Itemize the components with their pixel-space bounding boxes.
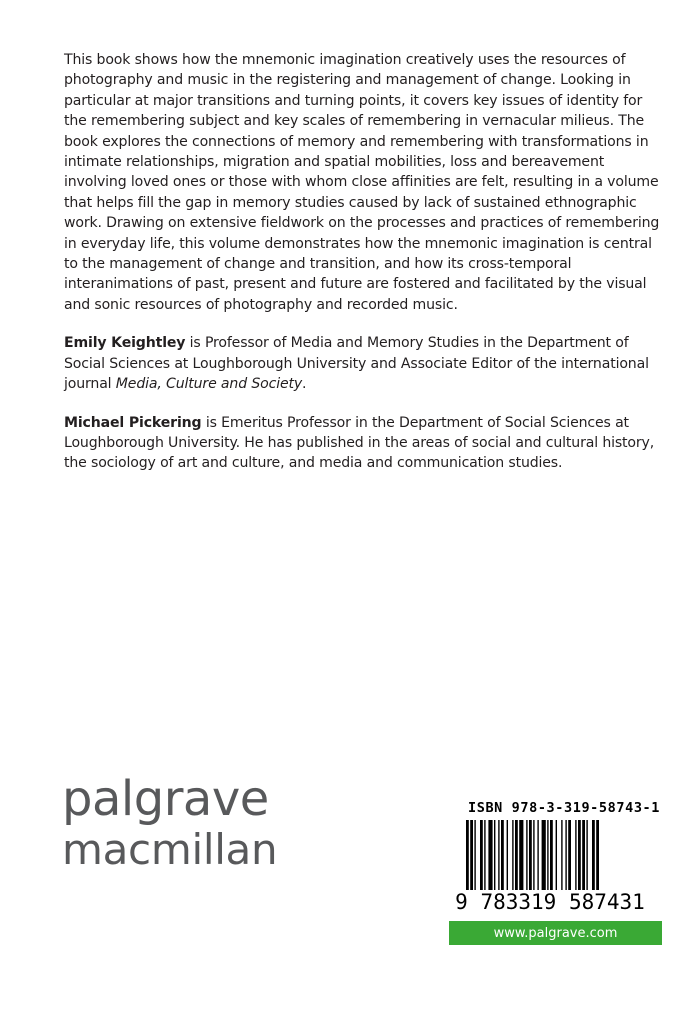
barcode-bar — [466, 820, 469, 898]
barcode-bar — [484, 820, 485, 890]
author-bio-text: is Professor of Media and Memory Studies in the Department of Social Sciences at Loughborough University and Associate Editor of the international journal — [64, 335, 649, 393]
barcode-bar — [507, 820, 508, 890]
barcode-bar — [550, 820, 553, 890]
barcode-bar — [515, 820, 518, 890]
barcode-bar — [586, 820, 587, 890]
publisher-logo — [62, 770, 277, 876]
website-url: www.palgrave.com — [493, 925, 618, 941]
barcode-bar — [582, 820, 585, 890]
barcode-bar — [519, 820, 523, 890]
barcode-bar — [575, 820, 576, 890]
barcode-bar — [596, 820, 599, 898]
barcode-graphic — [452, 820, 648, 912]
back-cover-text — [64, 50, 664, 474]
author-bio-pickering — [64, 413, 664, 474]
barcode-bar — [512, 820, 513, 890]
barcode-bar — [537, 820, 538, 890]
barcode-bar — [501, 820, 504, 890]
barcode-bar — [542, 820, 546, 890]
barcode-bar — [592, 820, 595, 890]
logo-line-2: macmillan — [62, 825, 278, 874]
author-bio-text: is Emeritus Professor in the Department of Social Sciences at Loughborough University. He has published in the areas of social and cultural history, the sociology of art and culture, and media and communication studies. — [64, 414, 655, 472]
isbn-label: ISBN 978-3-319-58743-1 — [468, 800, 661, 816]
barcode-bar — [547, 820, 548, 890]
barcode-bar — [488, 820, 492, 890]
barcode-bar — [470, 820, 473, 898]
barcode-bar — [568, 820, 571, 890]
barcode-bar — [494, 820, 495, 890]
barcode-bar — [565, 820, 566, 890]
barcode-bar — [561, 820, 562, 890]
barcode-bar — [498, 820, 499, 890]
barcode-digits: 9 783319 587431 — [455, 890, 645, 912]
author-name: Michael Pickering — [64, 414, 202, 431]
barcode-bar — [529, 820, 532, 890]
author-bio-keightley — [64, 333, 664, 394]
barcode-bar — [578, 820, 581, 890]
book-description: This book shows how the mnemonic imagination creatively uses the resources of photography and music in the registering and management of change. Looking in particular at major transitions and turning points, it covers key issues of identity for the remembering subject and key scales of remembering in vernacular milieus. The book explores the connections of memory and remembering with transformations in intimate relationships, migration and spatial mobilities, loss and bereavement involving loved ones or those with whom close affinities are felt, resulting in a volume that helps fill the gap in memory studies caused by lack of sustained ethnographic work. Drawing on extensive fieldwork on the processes and practices of remembering in everyday life, this volume demonstrates how the mnemonic imagination is central to the management of change and transition, and how its cross-temporal interanimations of past, present and future are fostered and facilitated by the visual and sonic resources of photography and recorded music. — [64, 52, 660, 313]
journal-title: Media, Culture and Society — [115, 376, 303, 393]
barcode-bar — [533, 820, 534, 898]
barcode-bar — [556, 820, 557, 890]
barcode-bar — [526, 820, 527, 890]
logo-line-1: palgrave — [62, 771, 269, 827]
barcode-bar — [480, 820, 483, 890]
author-name: Emily Keightley — [64, 335, 186, 352]
isbn-barcode — [452, 820, 648, 912]
bio-end: . — [302, 376, 307, 393]
publisher-website[interactable] — [449, 921, 662, 945]
barcode-bar — [474, 820, 475, 890]
